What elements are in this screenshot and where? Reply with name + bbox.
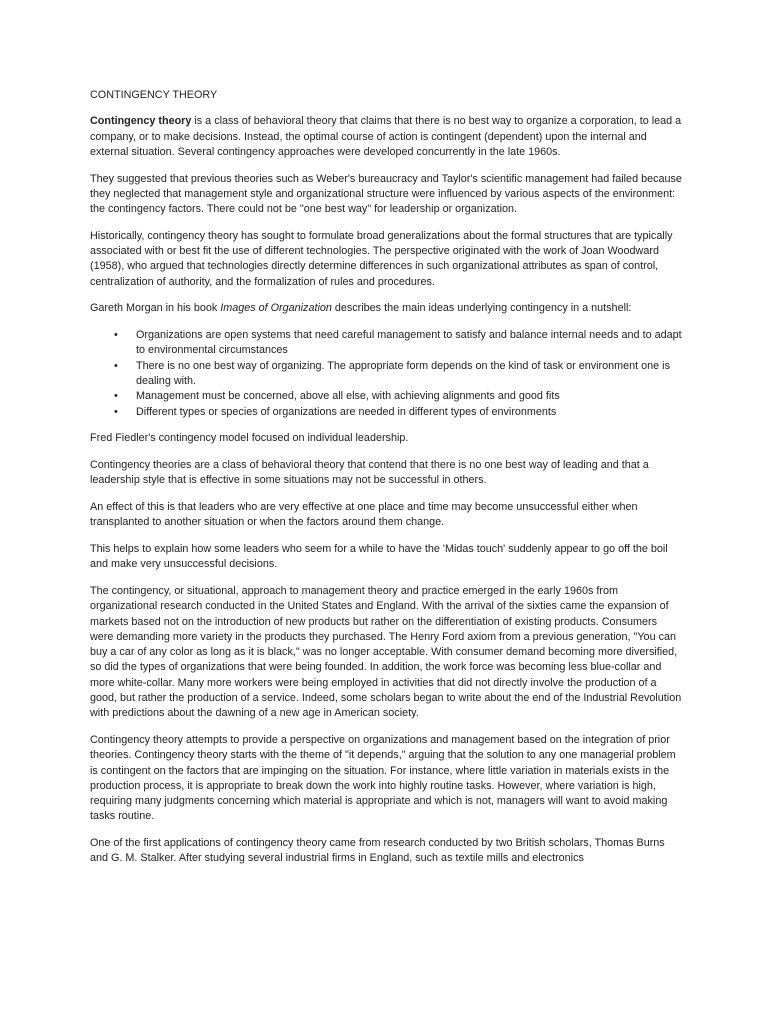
document-page [90,88,682,878]
paragraph-situational-approach: The contingency, or situational, approach to management theory and practice emerged in the early 1960s from organizational research conducted in the United States and England. With the arrival of the sixties came the expansion of markets based not on the introduction of new products but rather on the differentiation of existing products. Consumers were demanding more variety in the products they purchased. The Henry Ford axiom from a previous generation, "You can buy a car of any color as long as it is black," was no longer acceptable. With consumer demand becoming more diversified, so did the types of organizations that were being founded. In addition, the work force was becoming less blue-collar and more white-collar. Many more workers were being employed in activities that did not directly involve the production of a good, but rather the production of a service. Indeed, some scholars began to write about the end of the Industrial Revolution with predictions about the dawning of a new age in American society. [90,584,682,720]
paragraph-definition [90,114,682,160]
paragraph-morgan-before: Gareth Morgan in his book [90,302,221,315]
paragraph-leadership: Contingency theories are a class of behavioral theory that contend that there is no one best way of leading and that a leadership style that is effective in some situations may not be successful in others. [90,458,649,487]
paragraph-fiedler: Fred Fiedler's contingency model focused on individual leadership. [90,432,409,445]
list-item: • Organizations are open systems that need careful management to satisfy and balance internal needs and to adapt to environmental circumstances [136,328,682,359]
paragraph-burns-stalker: One of the first applications of contingency theory came from research conducted by two British scholars, Thomas Burns and G. M. Stalker. After studying several industrial firms in England, such as textile mills and electronics [90,837,665,865]
paragraph-morgan-after: describes the main ideas underlying contingency in a nutshell: [331,302,632,315]
paragraph-morgan [90,301,682,316]
list-item: • Management must be concerned, above all else, with achieving alignments and good fits [136,389,682,404]
paragraph-history: Historically, contingency theory has sought to formulate broad generalizations about the formal structures that are typically associated with or best fit the use of different technologies. The perspective originated with the work of Joan Woodward (1958), who argued that technologies directly determine differences in such organizational attributes as span of control, centralization of authority, and the formalization of rules and procedures. [90,229,673,288]
term-contingency-theory: Contingency theory [90,115,192,128]
book-title: Images of Organization [220,302,332,315]
main-ideas-list [90,328,682,420]
paragraph-previous-theories: They suggested that previous theories such as Weber's bureaucracy and Taylor's scientific management had failed because they neglected that management style and organizational structure were influenced by various aspects of the environment: the contingency factors. There could not be "one best way" for leadership or organization. [90,172,682,216]
list-item: • Different types or species of organizations are needed in different types of environments [136,405,682,420]
paragraph-effect: An effect of this is that leaders who are very effective at one place and time may become unsuccessful either when transplanted to another situation or when the factors around them change. [90,500,638,529]
document-title: CONTINGENCY THEORY [90,89,218,101]
list-item: • There is no one best way of organizing. The appropriate form depends on the kind of task or environment one is dealing with. [136,359,682,390]
paragraph-it-depends: Contingency theory attempts to provide a perspective on organizations and management based on the integration of prior theories. Contingency theory starts with the theme of "it depends," arguing that the solution to any one managerial problem is contingent on the factors that are impinging on the situation. For instance, where little variation in materials exists in the production process, it is appropriate to break down the work into highly routine tasks. However, where variation is high, requiring many judgments concerning which material is appropriate and which is not, managers will want to avoid making tasks routine. [90,734,676,823]
paragraph-midas-touch: This helps to explain how some leaders who seem for a while to have the 'Midas touch' suddenly appear to go off the boil and make very unsuccessful decisions. [90,542,668,571]
paragraph-definition-text: is a class of behavioral theory that claims that there is no best way to organize a corporation, to lead a company, or to make decisions. Instead, the optimal course of action is contingent (dependent) upon the internal and external situation. Several contingency approaches were developed concurrently in the late 1960s. [90,115,682,158]
